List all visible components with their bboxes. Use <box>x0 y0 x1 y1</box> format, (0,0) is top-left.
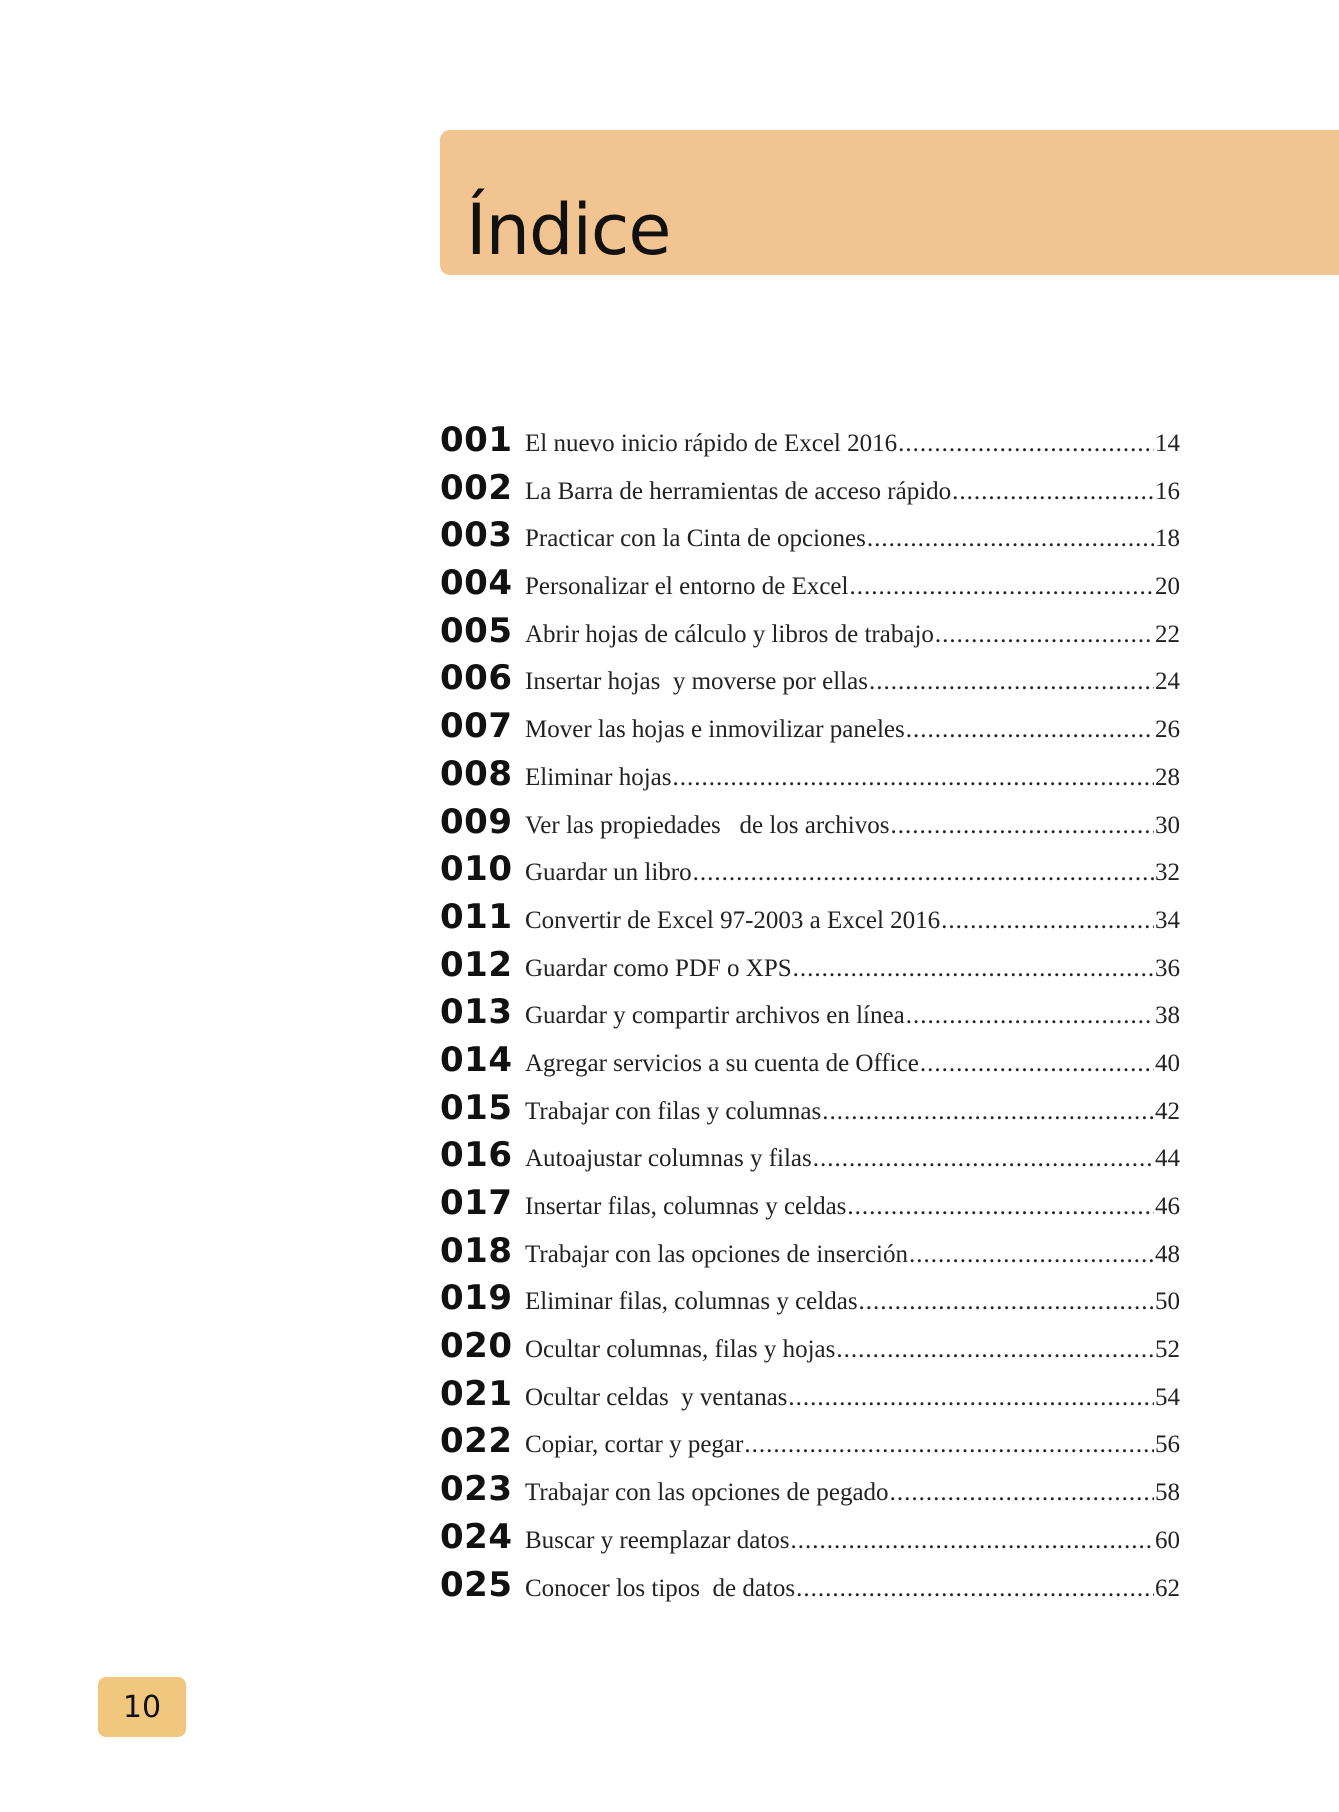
toc-entry[interactable] <box>440 468 1180 516</box>
dot-leader <box>909 1241 1154 1269</box>
dot-leader <box>836 1336 1154 1364</box>
entry-title: La Barra de herramientas de acceso rápido <box>525 477 952 505</box>
dot-leader <box>906 716 1154 744</box>
toc-entry[interactable] <box>440 1278 1180 1326</box>
dot-leader <box>869 668 1154 696</box>
entry-page-number: 30 <box>1155 811 1180 839</box>
entry-page-number: 62 <box>1155 1574 1180 1602</box>
entry-title: Guardar y compartir archivos en línea <box>525 1002 905 1030</box>
entry-page-number: 24 <box>1155 668 1180 696</box>
entry-page-number: 50 <box>1155 1288 1180 1316</box>
entry-number: 007 <box>440 706 513 747</box>
entry-number: 019 <box>440 1278 513 1319</box>
entry-number: 009 <box>440 801 513 842</box>
entry-page-number: 20 <box>1155 573 1180 601</box>
entry-title: Practicar con la Cinta de opciones <box>525 525 866 553</box>
dot-leader <box>898 430 1154 458</box>
entry-number: 018 <box>440 1230 513 1271</box>
entry-page-number: 28 <box>1155 763 1180 791</box>
dot-leader <box>788 1384 1154 1412</box>
dot-leader <box>890 812 1154 840</box>
entry-title: Abrir hojas de cálculo y libros de trabajo <box>525 620 934 648</box>
entry-number: 011 <box>440 896 513 937</box>
entry-title: Trabajar con las opciones de inserción <box>525 1240 908 1268</box>
entry-page-number: 56 <box>1155 1431 1180 1459</box>
entry-page-number: 54 <box>1155 1383 1180 1411</box>
dot-leader <box>849 573 1154 601</box>
dot-leader <box>847 1193 1154 1221</box>
entry-number: 003 <box>440 515 513 556</box>
toc-entry[interactable] <box>440 802 1180 850</box>
toc-entry[interactable] <box>440 611 1180 659</box>
entry-page-number: 46 <box>1155 1193 1180 1220</box>
dot-leader <box>906 1002 1154 1030</box>
entry-page-number: 26 <box>1155 716 1180 744</box>
dot-leader <box>867 525 1154 553</box>
entry-page-number: 58 <box>1155 1479 1180 1507</box>
entry-page-number: 48 <box>1155 1240 1180 1268</box>
entry-page-number: 32 <box>1155 859 1180 887</box>
entry-title: El nuevo inicio rápido de Excel 2016 <box>525 430 898 457</box>
entry-title: Mover las hojas e inmovilizar paneles <box>525 716 905 744</box>
entry-title: Trabajar con las opciones de pegado <box>525 1479 889 1507</box>
dot-leader <box>793 955 1154 983</box>
entry-title: Trabajar con filas y columnas <box>525 1097 822 1125</box>
entry-title: Eliminar hojas <box>525 763 672 791</box>
entry-title: Buscar y reemplazar datos <box>525 1526 790 1554</box>
entry-page-number: 40 <box>1155 1049 1180 1077</box>
entry-title: Guardar como PDF o XPS <box>525 954 792 982</box>
toc-entry[interactable] <box>440 897 1180 945</box>
entry-title: Autoajustar columnas y filas <box>525 1145 812 1173</box>
toc-entry[interactable] <box>440 849 1180 897</box>
toc-entry[interactable] <box>440 706 1180 754</box>
entry-number: 006 <box>440 658 513 699</box>
entry-number: 005 <box>440 610 513 651</box>
dot-leader <box>693 859 1154 887</box>
entry-page-number: 44 <box>1155 1145 1180 1173</box>
toc-entry[interactable] <box>440 1565 1180 1613</box>
toc-entry[interactable] <box>440 945 1180 993</box>
entry-number: 020 <box>440 1326 513 1367</box>
entry-page-number: 60 <box>1155 1526 1180 1554</box>
entry-title: Ver las propiedades de los archivos <box>525 811 890 839</box>
entry-title: Ocultar columnas, filas y hojas <box>525 1336 836 1364</box>
entry-title: Convertir de Excel 97-2003 a Excel 2016 <box>525 906 941 934</box>
entry-number: 001 <box>440 420 513 460</box>
entry-number: 017 <box>440 1183 513 1223</box>
entry-title: Insertar hojas y moverse por ellas <box>525 668 868 696</box>
toc-entry[interactable] <box>440 1183 1180 1231</box>
dot-leader <box>935 621 1154 649</box>
toc-entry[interactable] <box>440 1374 1180 1422</box>
entry-number: 013 <box>440 992 513 1033</box>
toc-entry[interactable] <box>440 1135 1180 1183</box>
dot-leader <box>920 1050 1154 1078</box>
toc-entry[interactable] <box>440 992 1180 1040</box>
toc-entry[interactable] <box>440 1469 1180 1517</box>
entry-number: 002 <box>440 467 513 508</box>
entry-number: 022 <box>440 1421 513 1462</box>
dot-leader <box>890 1479 1154 1507</box>
entry-page-number: 14 <box>1155 430 1180 457</box>
entry-page-number: 38 <box>1155 1002 1180 1030</box>
toc-entry[interactable] <box>440 754 1180 802</box>
entry-title: Copiar, cortar y pegar <box>525 1431 744 1459</box>
dot-leader <box>790 1527 1154 1555</box>
entry-number: 008 <box>440 753 513 794</box>
toc-entry[interactable] <box>440 1088 1180 1136</box>
entry-number: 023 <box>440 1469 513 1510</box>
dot-leader <box>822 1098 1154 1126</box>
entry-title: Agregar servicios a su cuenta de Office <box>525 1049 919 1077</box>
entry-title: Insertar filas, columnas y celdas <box>525 1193 847 1220</box>
page-number: 10 <box>122 1689 162 1725</box>
toc-entry[interactable] <box>440 1040 1180 1088</box>
toc-entry[interactable] <box>440 658 1180 706</box>
entry-number: 010 <box>440 849 513 890</box>
entry-title: Personalizar el entorno de Excel <box>525 573 849 601</box>
toc-entry[interactable] <box>440 1231 1180 1279</box>
page-number-badge <box>98 1677 186 1737</box>
table-of-contents <box>440 420 1180 1612</box>
dot-leader <box>952 478 1154 506</box>
dot-leader <box>744 1431 1154 1459</box>
dot-leader <box>796 1575 1154 1603</box>
entry-title: Ocultar celdas y ventanas <box>525 1383 788 1411</box>
dot-leader <box>673 764 1155 792</box>
entry-page-number: 36 <box>1155 954 1180 982</box>
entry-title: Eliminar filas, columnas y celdas <box>525 1288 858 1316</box>
entry-number: 012 <box>440 944 513 985</box>
page-title: Índice <box>466 189 671 271</box>
dot-leader <box>859 1288 1154 1316</box>
toc-entry[interactable] <box>440 1517 1180 1565</box>
entry-number: 021 <box>440 1373 513 1414</box>
toc-entry[interactable] <box>440 1326 1180 1374</box>
entry-number: 015 <box>440 1087 513 1128</box>
dot-leader <box>941 907 1154 935</box>
entry-page-number: 22 <box>1155 620 1180 648</box>
entry-page-number: 34 <box>1155 906 1180 934</box>
entry-title: Guardar un libro <box>525 859 692 887</box>
entry-number: 014 <box>440 1039 513 1080</box>
entry-page-number: 42 <box>1155 1097 1180 1125</box>
entry-page-number: 16 <box>1155 477 1180 505</box>
entry-number: 004 <box>440 563 513 604</box>
toc-entry[interactable] <box>440 1421 1180 1469</box>
entry-page-number: 52 <box>1155 1336 1180 1364</box>
entry-number: 024 <box>440 1516 513 1557</box>
entry-title: Conocer los tipos de datos <box>525 1574 796 1602</box>
dot-leader <box>813 1145 1154 1173</box>
entry-page-number: 18 <box>1155 525 1180 553</box>
toc-entry[interactable] <box>440 563 1180 611</box>
toc-entry[interactable] <box>440 420 1180 468</box>
toc-entry[interactable] <box>440 515 1180 563</box>
entry-number: 025 <box>440 1564 513 1605</box>
entry-number: 016 <box>440 1135 513 1176</box>
